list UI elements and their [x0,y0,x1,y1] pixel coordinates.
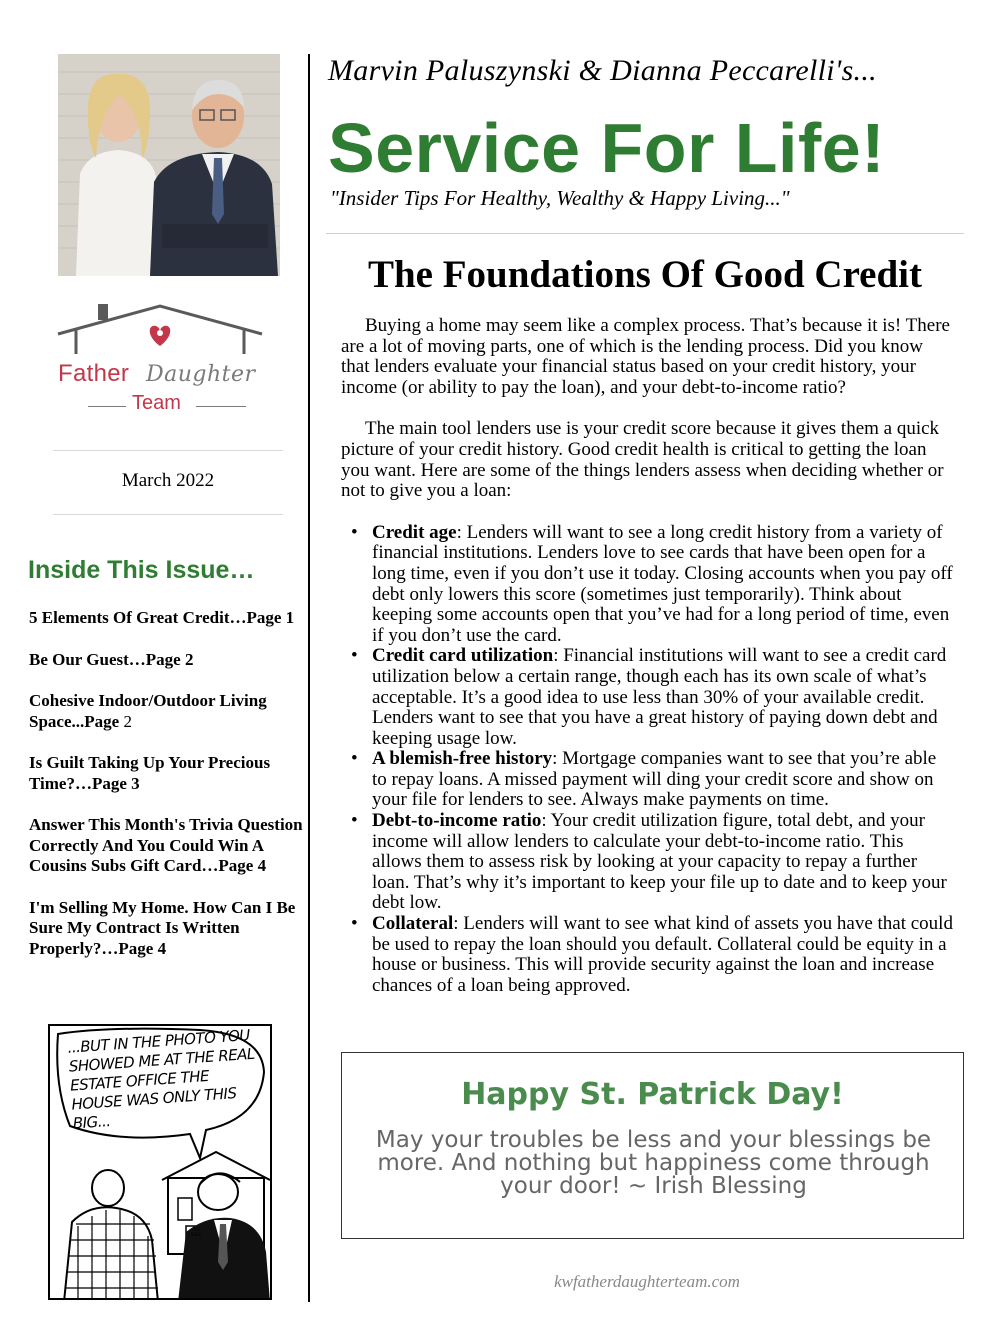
list-item [341,646,953,749]
toc-item[interactable]: Is Guilt Taking Up Your Precious Time?…Page 3 [29,753,271,793]
logo-daughter-text: Daughter [146,362,256,387]
issue-date: March 2022 [121,470,215,491]
toc-item[interactable]: Cohesive Indoor/Outdoor Living Space...Page 2 [29,691,267,731]
callout-title: Happy St. Patrick Day! [461,1077,844,1112]
list-item-term: Collateral [372,913,454,935]
column-divider [308,54,310,1302]
list-item [341,749,953,811]
divider [53,514,283,515]
table-of-contents [29,608,304,980]
list-item-text: : Your credit utilization figure, total debt, and your income will allow lenders to calculate your debt-to-income ratio. This allows them to assess risk by looking at your capacity to repay a further loan. That’s why it’s important to keep your file up to date and to keep your debt low. [372,810,947,914]
list-item-text: : Mortgage companies want to see that you’re able to repay loans. A missed payment will ding your credit score and show on your file for lenders to see. Always make payments on time. [372,748,937,811]
list-item-text: : Lenders will want to see what kind of assets you have that could be used to repay the loan should you default. Collateral could be equity in a house or business. This will provide security against the loan and increase chances of a loan being approved. [372,913,953,996]
list-item [341,523,953,647]
agents-photo [58,54,280,276]
cartoon-caption: ...BUT IN THE PHOTO YOU SHOWED ME AT THE REAL ESTATE OFFICE THE HOUSE WAS ONLY THIS BIG... [66,1026,256,1133]
credit-factors-list [341,523,953,997]
for-sale-sign: FOR SALE [190,1227,202,1237]
logo-divider-right [196,406,246,407]
logo-divider-left [88,406,126,407]
sidebar [0,0,308,1330]
inside-this-issue-heading: Inside This Issue… [28,556,255,584]
article-paragraph: Buying a home may seem like a complex process. That’s because it is! There are a lot of moving parts, one of which is the lending process. Did you know that lenders evaluate your financial status based on your credit history, your income (or ability to pay the loan), and your debt-to-income ratio? [341,315,950,398]
article-body [341,316,953,996]
list-item-term: Credit card utilization [372,645,554,667]
logo-father-text: Father [58,360,130,387]
list-item-text: : Lenders will want to see a long credit history from a variety of financial institutions. Lenders love to see cards that have been open for a long time, even if you don’t use it today. Closing accounts when you pay off debt only lowers this score (sometimes just temporarily). Think about keeping some accounts open that you’ve had for a long period of time, even if you don’t use the card. [372,521,953,646]
toc-item[interactable]: Answer This Month's Trivia Question Correctly And You Could Win A Cousins Subs Gift Card…Page 4 [29,815,303,875]
footer-website[interactable]: kwfatherdaughterteam.com [554,1272,740,1291]
toc-item[interactable]: Be Our Guest…Page 2 [29,649,194,669]
logo-team-text: Team [132,392,181,414]
cartoon [48,1024,272,1300]
masthead-tagline: "Insider Tips For Healthy, Wealthy & Happy Living..." [330,186,790,210]
callout-body: May your troubles be less and your blessings be more. And nothing but happiness come through your door! ~ Irish Blessing [375,1127,932,1199]
article-title: The Foundations Of Good Credit [367,253,923,296]
masthead-subtitle: Marvin Paluszynski & Dianna Peccarelli's... [328,54,877,87]
newsletter-title: Service For Life! [328,109,886,187]
list-item [341,914,953,996]
article-paragraph: The main tool lenders use is your credit score because it gives them a quick picture of your credit history. Good credit health is critical to getting the loan you want. Here are some of the things lenders assess when deciding whether or not to give you a loan: [341,418,944,502]
divider [326,233,964,234]
list-item-text: : Financial institutions will want to see a credit card utilization below a certain range, though each has its own scale of what’s acceptable. It’s a good idea to use less than 30% of your available credit. Lenders want to see that you have a great history of paying down debt and keeping usage low. [372,645,947,749]
list-item [341,811,953,914]
toc-item[interactable]: 5 Elements Of Great Credit…Page 1 [29,608,295,627]
st-patricks-callout-box [341,1052,964,1239]
father-daughter-team-logo [50,298,270,428]
toc-item[interactable]: I'm Selling My Home. How Can I Be Sure My Contract Is Written Properly?…Page 4 [29,897,296,958]
divider [53,450,283,451]
list-item-term: Debt-to-income ratio [372,810,542,832]
list-item-term: A blemish-free history [372,748,553,770]
list-item-term: Credit age [372,521,457,543]
